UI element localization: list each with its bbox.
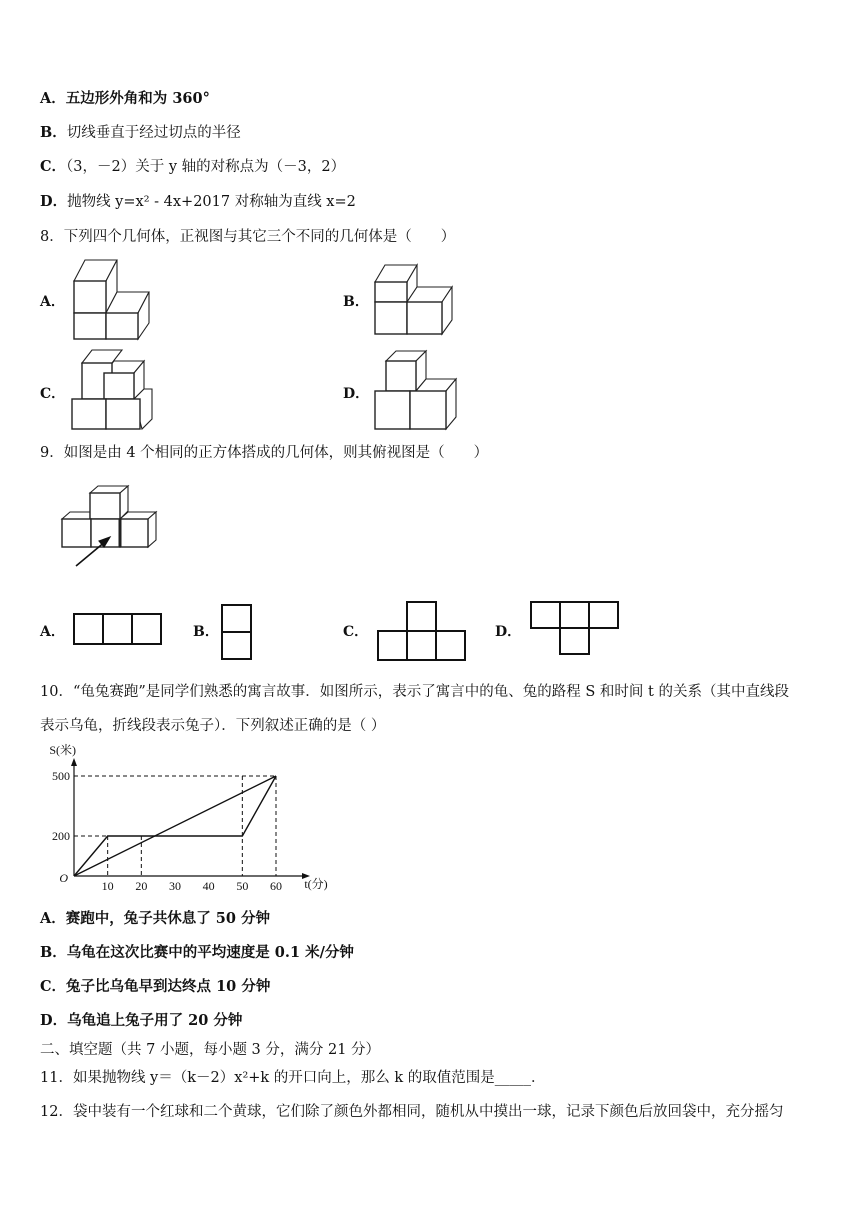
q8-stem: 8．下列四个几何体，正视图与其它三个不同的几何体是（ ） (40, 229, 456, 245)
q8-solid-c (70, 347, 160, 432)
q10-option-c (40, 977, 270, 997)
option-text: A．赛跑中，兔子共休息了 50 分钟 (40, 910, 271, 927)
q10-option-d (40, 1011, 242, 1031)
q9-stem: 9．如图是由 4 个相同的正方体搭成的几何体，则其俯视图是（ ） (40, 445, 489, 461)
x-axis-label: t(分) (304, 877, 328, 891)
q7-option-b (40, 123, 241, 143)
option-text: C．兔子比乌龟早到达终点 10 分钟 (40, 978, 271, 995)
q11-text: 11．如果抛物线 y＝（k－2）x²+k 的开口向上，那么 k 的取值范围是_____． (40, 1070, 546, 1086)
q8-option-c-label: C． (40, 386, 66, 402)
y-tick-label: 200 (52, 829, 70, 843)
q9-view-d (529, 600, 621, 658)
q8-option-b-label: B． (343, 294, 369, 310)
x-tick-label: 30 (169, 879, 181, 893)
q8-solid-d (372, 349, 462, 434)
series-line-1 (74, 776, 276, 876)
q9-view-c (376, 600, 468, 662)
q10-stem-line1: 10．“龟兔赛跑”是同学们熟悉的寓言故事．如图所示，表示了寓言中的龟、兔的路程 S 和时间 t 的关系（其中直线段 (40, 684, 789, 700)
y-axis-label: S(米) (49, 743, 76, 757)
q10-stem-line2: 表示乌龟，折线段表示兔子）．下列叙述正确的是（ ） (40, 718, 386, 734)
race-chart (36, 743, 328, 896)
option-text: B．乌龟在这次比赛中的平均速度是 0.1 米/分钟 (40, 944, 354, 961)
x-tick-label: 60 (270, 879, 282, 893)
option-text: 五边形外角和为 360° (65, 90, 210, 107)
option-text: （3，－2）关于 y 轴的对称点为（－3，2） (66, 159, 346, 175)
x-tick-label: 20 (135, 879, 148, 893)
x-tick-label: 10 (101, 879, 114, 893)
q7-option-d (40, 192, 356, 212)
q9-view-b (220, 603, 254, 661)
x-tick-label: 40 (202, 879, 215, 893)
origin-label: O (59, 871, 68, 885)
y-axis-arrow (71, 758, 77, 766)
q8-option-d-label: D． (343, 386, 370, 402)
y-tick-label: 500 (52, 769, 70, 783)
q9-option-a-label: A． (40, 624, 65, 640)
q8-solid-a (70, 255, 160, 340)
x-tick-label: 50 (236, 879, 249, 893)
option-label: B． (40, 124, 67, 141)
option-text: D．乌龟追上兔子用了 20 分钟 (40, 1012, 243, 1029)
q9-view-a (72, 612, 164, 646)
q10-option-a (40, 909, 270, 929)
option-text: 抛物线 y=x² - 4x+2017 对称轴为直线 x=2 (67, 194, 356, 210)
section-heading: 二、填空题（共 7 小题，每小题 3 分，满分 21 分） (40, 1042, 381, 1058)
q8-option-a-label: A． (40, 294, 65, 310)
q9-option-c-label: C． (343, 624, 369, 640)
q9-solid (58, 485, 168, 575)
option-label: A． (40, 90, 66, 107)
q7-option-a (40, 89, 210, 109)
q9-option-d-label: D． (495, 624, 522, 640)
q8-solid-b (372, 262, 462, 342)
q10-option-b (40, 943, 354, 963)
q7-option-c (40, 157, 345, 177)
option-text: 切线垂直于经过切点的半径 (66, 125, 241, 141)
q12-text: 12．袋中装有一个红球和二个黄球，它们除了颜色外都相同，随机从中摸出一球，记录下颜色后放回袋中，充分摇匀 (40, 1104, 784, 1120)
option-label: C． (40, 158, 67, 175)
q9-option-b-label: B． (193, 624, 219, 640)
option-label: D． (40, 193, 68, 210)
